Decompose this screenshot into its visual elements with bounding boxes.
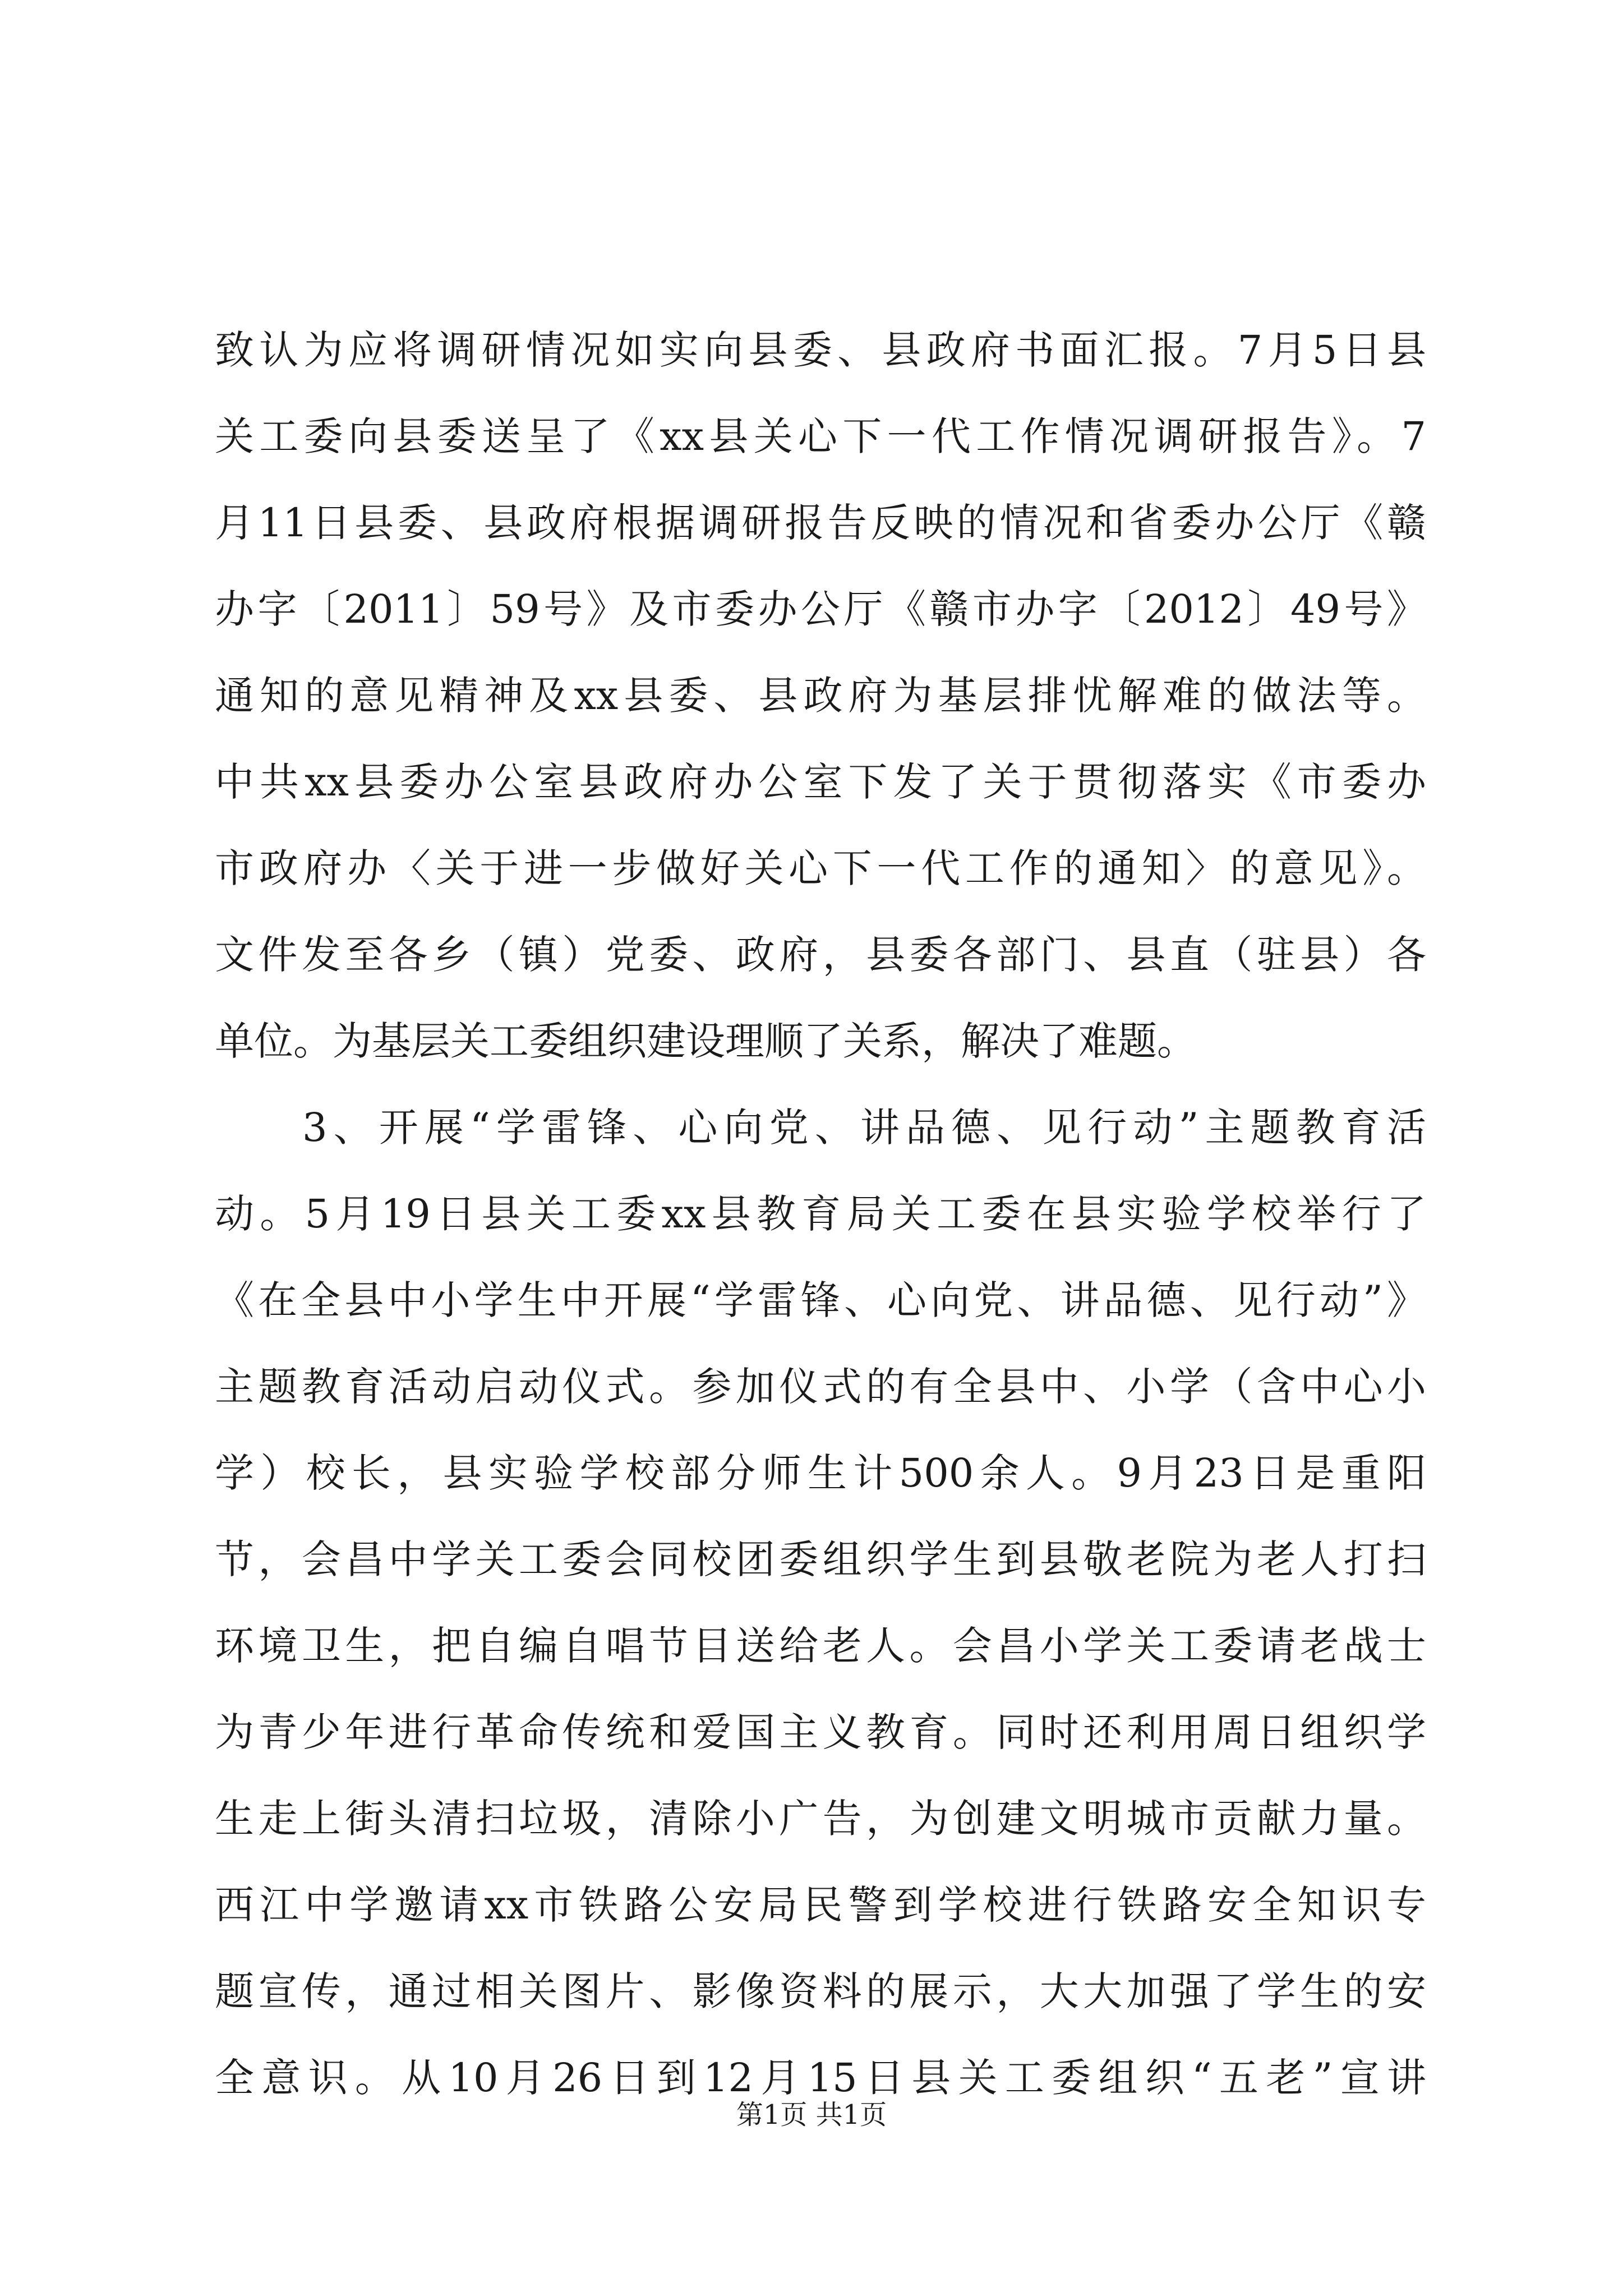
paragraph-1 [215, 307, 1426, 1084]
text-line: 中共xx县委办公室县政府办公室下发了关于贯彻落实《市委办 [215, 759, 1426, 805]
text-line: 全意识。从10月26日到12月15日县关工委组织“五老”宣讲 [215, 2055, 1426, 2101]
text-line: 西江中学邀请xx市铁路公安局民警到学校进行铁路安全知识专 [215, 1882, 1426, 1928]
document-body [215, 307, 1426, 2121]
text-line: 动。5月19日县关工委xx县教育局关工委在县实验学校举行了 [215, 1191, 1426, 1237]
text-line: 通知的意见精神及xx县委、县政府为基层排忧解难的做法等。 [215, 673, 1426, 719]
text-line: 为青少年进行革命传统和爱国主义教育。同时还利用周日组织学 [215, 1709, 1426, 1755]
text-line: 生走上街头清扫垃圾，清除小广告，为创建文明城市贡献力量。 [215, 1796, 1426, 1842]
text-line: 市政府办〈关于进一步做好关心下一代工作的通知〉的意见》。 [215, 845, 1426, 891]
text-line: 学）校长，县实验学校部分师生计500余人。9月23日是重阳 [215, 1450, 1426, 1496]
text-line: 单位。为基层关工委组织建设理顺了关系，解决了难题。 [215, 1018, 1196, 1064]
text-line: 《在全县中小学生中开展“学雷锋、心向党、讲品德、见行动”》 [215, 1277, 1426, 1323]
text-line: 主题教育活动启动仪式。参加仪式的有全县中、小学（含中心小 [215, 1364, 1426, 1410]
text-line: 节，会昌中学关工委会同校团委组织学生到县敬老院为老人打扫 [215, 1536, 1426, 1582]
text-line: 办字〔2011〕59号》及市委办公厅《赣市办字〔2012〕49号》 [215, 586, 1426, 632]
paragraph-2 [215, 1084, 1426, 2121]
text-line: 环境卫生，把自编自唱节目送给老人。会昌小学关工委请老战士 [215, 1623, 1426, 1669]
text-line: 文件发至各乡（镇）党委、政府，县委各部门、县直（驻县）各 [215, 932, 1426, 978]
text-line: 致认为应将调研情况如实向县委、县政府书面汇报。7月5日县 [215, 327, 1426, 373]
text-line: 月11日县委、县政府根据调研报告反映的情况和省委办公厅《赣 [215, 500, 1426, 546]
page-number-footer: 第1页 共1页 [736, 2099, 887, 2131]
text-line: 题宣传，通过相关图片、影像资料的展示，大大加强了学生的安 [215, 1968, 1426, 2014]
text-line: 关工委向县委送呈了《xx县关心下一代工作情况调研报告》。7 [215, 413, 1426, 459]
text-line: 3、开展“学雷锋、心向党、讲品德、见行动”主题教育活 [302, 1105, 1426, 1151]
